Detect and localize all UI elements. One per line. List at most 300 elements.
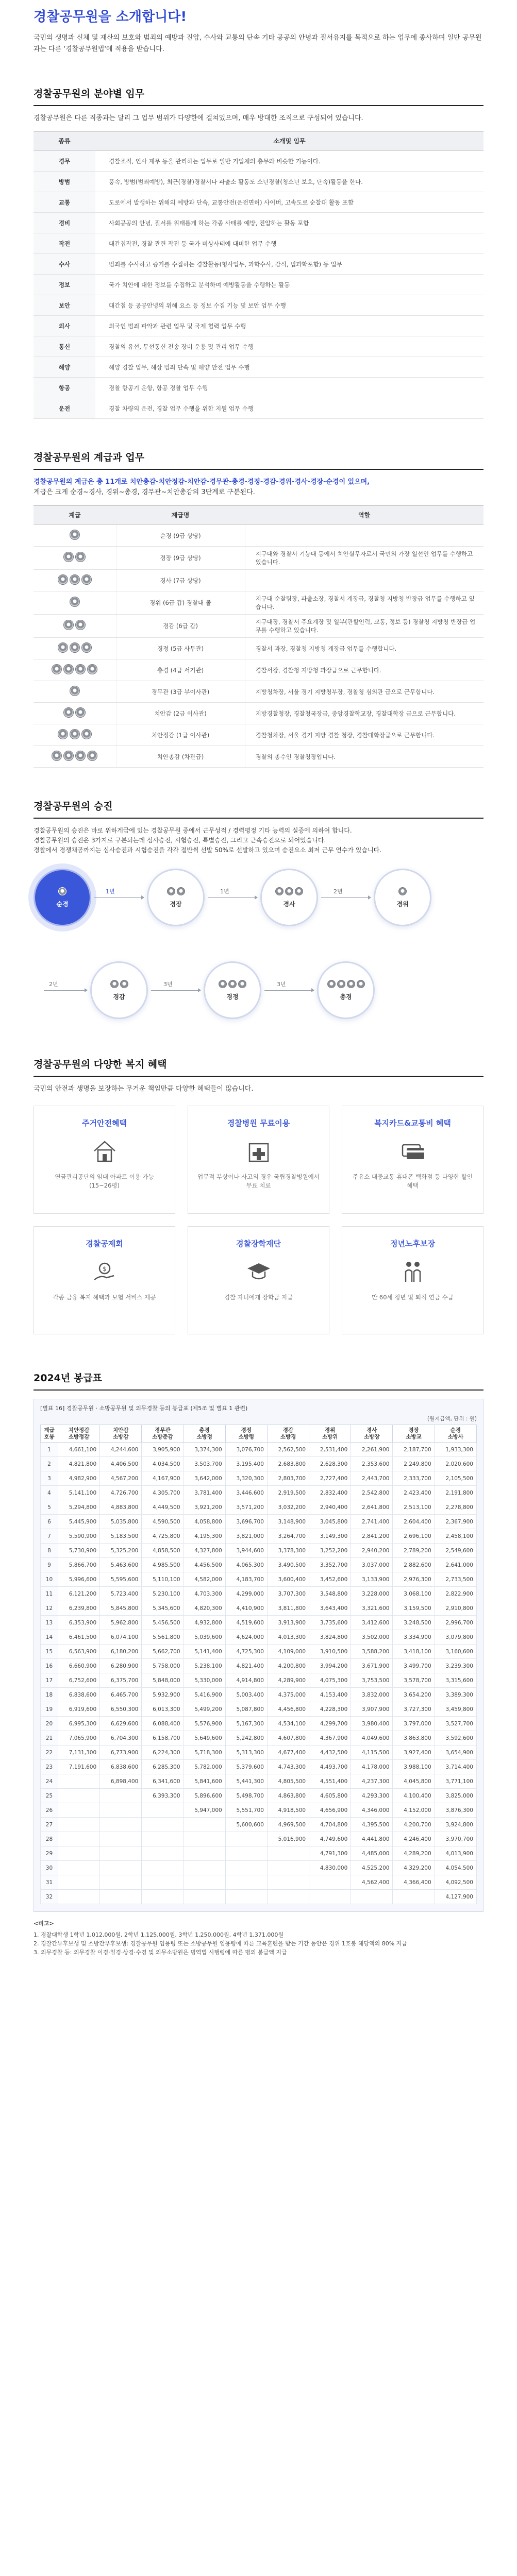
salary-cell: 4,726,700 — [100, 1486, 142, 1500]
rank-row — [34, 615, 483, 638]
salary-cell: 5,445,900 — [58, 1515, 99, 1529]
salary-cell: 3,771,100 — [435, 1774, 476, 1789]
graduation-icon — [197, 1257, 320, 1286]
salary-cell — [58, 1832, 99, 1846]
salary-step: 12 — [41, 1601, 58, 1616]
rank-insignia — [58, 574, 92, 585]
promotion-node — [317, 961, 375, 1019]
salary-cell: 6,773,900 — [100, 1745, 142, 1760]
emblem-icon — [63, 552, 74, 562]
rank-role — [245, 525, 483, 547]
rank-role: 지구대와 경찰서 기능대 등에서 치안실무자로서 국민의 가장 일선인 업무를 수행하고 있습니다. — [245, 547, 483, 570]
salary-cell: 3,228,000 — [351, 1587, 393, 1601]
salary-cell: 2,604,400 — [393, 1515, 435, 1529]
salary-cell: 4,406,500 — [100, 1457, 142, 1471]
rank-insignia-cell — [34, 746, 116, 768]
salary-cell: 6,158,700 — [142, 1731, 184, 1745]
salary-cell: 5,866,700 — [58, 1558, 99, 1572]
salary-cell: 4,863,800 — [267, 1789, 309, 1803]
salary-row — [41, 1731, 477, 1745]
emblem-icon — [70, 530, 80, 540]
salary-cell: 3,642,000 — [184, 1471, 225, 1486]
salary-cell: 1,933,300 — [435, 1443, 476, 1457]
salary-cell: 3,446,600 — [225, 1486, 267, 1500]
salary-row — [41, 1587, 477, 1601]
salary-cell: 5,035,800 — [100, 1515, 142, 1529]
promotion-years: 1년 — [220, 888, 229, 895]
salary-note: 2. 경찰간부후보생 및 소방간부후보생: 경찰공무원 임용령 또는 소방공무원 임용령에 따른 교육훈련을 받는 기간 동안은 경위 1호봉 해당액의 80% 지급 — [34, 1940, 407, 1947]
salary-cell: 4,075,300 — [309, 1673, 351, 1688]
salary-cell: 3,334,900 — [393, 1630, 435, 1645]
salary-cell: 4,115,500 — [351, 1745, 393, 1760]
salary-step: 19 — [41, 1702, 58, 1717]
promotion-lead-1: 경찰공무원의 승진은 바로 위하게급에 있는 경찰공무원 중에서 근무성적 / 경력평정 기타 능력의 실증에 의하여 합니다. — [34, 827, 352, 834]
salary-cell: 3,714,400 — [435, 1760, 476, 1774]
welfare-card-desc: 업무적 부상이나 사고의 경우 국립경찰병원에서 무료 치료 — [197, 1173, 320, 1189]
welfare-card-title: 경찰장학재단 — [236, 1239, 281, 1248]
salary-cell: 5,463,600 — [100, 1558, 142, 1572]
salary-step: 24 — [41, 1774, 58, 1789]
salary-col-header: 총경 소방정 — [184, 1425, 225, 1443]
intro-text: 국민의 생명과 신체 및 재산의 보호와 범죄의 예방과 진압, 수사와 교통의 단속 기타 공공의 안녕과 질서유지를 목적으로 하는 업무에 종사하며 일반 공무원과는 다른 '경찰공무원법'에 적용을 받습니다. — [34, 34, 482, 53]
salary-cell: 3,643,400 — [309, 1601, 351, 1616]
promotion-lead-2: 경찰공무원의 승진은 3가지로 구분되는데 심사승진, 시험승진, 특별승진, 그리고 근속승진으로 되어있습니다. — [34, 837, 326, 844]
rank-insignia — [70, 530, 80, 540]
promotion-node-label: 경정 — [226, 993, 239, 1001]
salary-cell: 5,230,100 — [142, 1587, 184, 1601]
duty-row — [34, 151, 483, 172]
promotion-node — [147, 869, 205, 926]
rank-row — [34, 525, 483, 547]
salary-cell: 3,315,600 — [435, 1673, 476, 1688]
rank-insignia-cell — [34, 659, 116, 681]
rank-name: 치안정감 (1급 이사관) — [116, 724, 245, 746]
salary-cell — [184, 1832, 225, 1846]
salary-cell: 3,548,800 — [309, 1587, 351, 1601]
salary-cell: 4,228,300 — [309, 1702, 351, 1717]
salary-cell: 2,191,800 — [435, 1486, 476, 1500]
rank-insignia — [52, 664, 97, 674]
salary-cell: 4,830,000 — [309, 1861, 351, 1875]
rank-insignia-cell — [34, 591, 116, 615]
welfare-card-title: 주거안전혜택 — [82, 1118, 127, 1128]
salary-cell: 3,321,600 — [351, 1601, 393, 1616]
emblem-icon — [63, 751, 74, 761]
salary-cell: 4,725,300 — [225, 1645, 267, 1659]
salary-cell: 4,289,900 — [267, 1673, 309, 1688]
emblem-icon — [81, 574, 92, 585]
salary-cell: 2,940,200 — [351, 1544, 393, 1558]
duty-type: 운전 — [34, 398, 95, 419]
salary-step: 6 — [41, 1515, 58, 1529]
salary-cell: 3,654,200 — [393, 1688, 435, 1702]
salary-cell: 4,299,000 — [225, 1587, 267, 1601]
salary-cell: 4,805,500 — [267, 1774, 309, 1789]
rank-insignia-cell — [34, 638, 116, 659]
salary-cell: 6,660,900 — [58, 1659, 99, 1673]
salary-cell — [100, 1832, 142, 1846]
duty-type: 작전 — [34, 233, 95, 254]
salary-cell: 4,195,300 — [184, 1529, 225, 1544]
emblem-icon — [75, 664, 86, 674]
salary-cell: 3,910,500 — [309, 1645, 351, 1659]
duty-desc: 경찰조직, 인사 재무 등을 관리하는 업무로 일반 기업체의 총무와 비슷한 기능이다. — [95, 151, 483, 172]
emblem-icon — [167, 887, 175, 895]
salary-step: 7 — [41, 1529, 58, 1544]
salary-cell — [142, 1818, 184, 1832]
duties-table — [34, 131, 483, 419]
house-icon — [43, 1137, 165, 1165]
rank-name: 경장 (9급 상당) — [116, 547, 245, 570]
rank-role: 지방청차장, 서울 경기 지방청부장, 경찰청 심의관 급으로 근무합니다. — [245, 681, 483, 703]
emblem-icon — [63, 620, 74, 630]
salary-cell: 4,534,100 — [267, 1717, 309, 1731]
salary-cell: 5,456,500 — [142, 1616, 184, 1630]
duty-type: 항공 — [34, 378, 95, 398]
salary-cell: 2,443,700 — [351, 1471, 393, 1486]
salary-cell: 5,600,600 — [225, 1818, 267, 1832]
salary-row — [41, 1457, 477, 1471]
salary-cell: 6,341,600 — [142, 1774, 184, 1789]
salary-cell: 4,200,700 — [393, 1818, 435, 1832]
salary-cell: 3,994,200 — [309, 1659, 351, 1673]
salary-cell: 4,305,700 — [142, 1486, 184, 1500]
salary-cell — [100, 1846, 142, 1861]
salary-cell: 2,249,800 — [393, 1457, 435, 1471]
duty-desc: 풍속, 방범(범죄예방), 최근(경찰)경찰서나 파출소 활동도 소년경찰(청소년 보호, 단속)활동을 한다. — [95, 172, 483, 192]
salary-row — [41, 1760, 477, 1774]
salary-cell: 4,456,500 — [184, 1558, 225, 1572]
rank-insignia — [63, 552, 86, 562]
salary-cell: 3,600,400 — [267, 1572, 309, 1587]
rank-role — [245, 570, 483, 591]
emblem-icon — [295, 887, 303, 895]
salary-cell: 4,244,600 — [100, 1443, 142, 1457]
card-icon — [352, 1137, 474, 1165]
salary-cell: 3,944,600 — [225, 1544, 267, 1558]
salary-cell: 6,898,400 — [100, 1774, 142, 1789]
salary-cell: 5,723,400 — [100, 1587, 142, 1601]
salary-step: 9 — [41, 1558, 58, 1572]
salary-cell: 4,327,800 — [184, 1544, 225, 1558]
salary-cell: 4,743,300 — [267, 1760, 309, 1774]
intro-section — [34, 0, 483, 55]
salary-cell: 3,970,700 — [435, 1832, 476, 1846]
salary-cell: 6,013,300 — [142, 1702, 184, 1717]
page-title: 경찰공무원을 소개합니다! — [34, 9, 187, 25]
salary-row — [41, 1818, 477, 1832]
salary-cell: 3,863,800 — [393, 1731, 435, 1745]
salary-cell: 5,325,200 — [100, 1544, 142, 1558]
emblem-icon — [58, 642, 68, 653]
emblem-icon — [275, 887, 283, 895]
salary-cell: 2,919,500 — [267, 1486, 309, 1500]
salary-cell: 2,020,600 — [435, 1457, 476, 1471]
salary-step: 8 — [41, 1544, 58, 1558]
emblem-icon — [337, 980, 345, 988]
salary-cell: 6,121,200 — [58, 1587, 99, 1601]
salary-cell: 3,927,400 — [393, 1745, 435, 1760]
emblem-icon — [87, 664, 97, 674]
salary-cell: 2,531,400 — [309, 1443, 351, 1457]
salary-cell: 6,838,600 — [58, 1688, 99, 1702]
rank-insignia — [58, 642, 92, 653]
rank-insignia — [70, 686, 80, 696]
salary-step: 15 — [41, 1645, 58, 1659]
salary-cell: 6,563,900 — [58, 1645, 99, 1659]
salary-cell: 2,542,800 — [351, 1486, 393, 1500]
salary-step: 27 — [41, 1818, 58, 1832]
salary-cell: 5,313,300 — [225, 1745, 267, 1760]
salary-cell: 2,353,600 — [351, 1457, 393, 1471]
welfare-card — [188, 1226, 329, 1334]
salary-cell: 3,160,600 — [435, 1645, 476, 1659]
promotion-node — [260, 869, 318, 926]
salary-step: 11 — [41, 1587, 58, 1601]
duties-heading: 경찰공무원의 분야별 임무 — [34, 86, 483, 106]
duty-desc: 해양 경찰 업무, 해상 범죄 단속 및 해양 안전 업무 수행 — [95, 357, 483, 378]
salary-cell: 5,996,600 — [58, 1572, 99, 1587]
salary-cell — [225, 1861, 267, 1875]
salary-cell: 3,781,400 — [184, 1486, 225, 1500]
promotion-arrow — [264, 990, 314, 991]
salary-cell: 5,141,100 — [58, 1486, 99, 1500]
salary-unit: (월지급액, 단위 : 원) — [427, 1416, 477, 1422]
salary-cell: 2,641,800 — [351, 1500, 393, 1515]
rank-row — [34, 638, 483, 659]
rank-name: 경위 (6급 갑) 경찰대 졸 — [116, 591, 245, 615]
duty-type: 정보 — [34, 275, 95, 295]
duty-row — [34, 398, 483, 419]
rank-role: 지방경찰청장, 경찰청국장급, 중앙경찰학교장, 경찰대학장 급으로 근무합니다. — [245, 703, 483, 724]
salary-cell: 4,791,300 — [309, 1846, 351, 1861]
salary-cell: 5,330,000 — [184, 1673, 225, 1688]
salary-cell: 5,551,700 — [225, 1803, 267, 1818]
salary-table — [40, 1425, 477, 1904]
salary-step: 26 — [41, 1803, 58, 1818]
duty-desc: 범죄를 수사하고 증거를 수집하는 경찰활동(형사업무, 과학수사, 감식, 법과학포함) 등 업무 — [95, 254, 483, 275]
salary-cell: 3,876,300 — [435, 1803, 476, 1818]
salary-cell: 6,838,600 — [100, 1760, 142, 1774]
salary-cell: 3,980,400 — [351, 1717, 393, 1731]
salary-row — [41, 1846, 477, 1861]
promotion-lead — [34, 826, 483, 855]
emblem-icon — [81, 642, 92, 653]
salary-step: 31 — [41, 1875, 58, 1890]
rank-name: 경감 (6급 갑) — [116, 615, 245, 638]
rank-insignia — [327, 980, 365, 988]
salary-cell — [225, 1890, 267, 1904]
salary-row — [41, 1544, 477, 1558]
salary-cell: 4,985,500 — [142, 1558, 184, 1572]
salary-cell: 4,519,600 — [225, 1616, 267, 1630]
salary-cell: 2,976,300 — [393, 1572, 435, 1587]
promotion-arrow — [208, 897, 257, 898]
salary-cell — [351, 1890, 393, 1904]
salary-cell: 6,375,700 — [100, 1673, 142, 1688]
promotion-node — [204, 961, 261, 1019]
salary-cell: 5,662,700 — [142, 1645, 184, 1659]
salary-cell: 2,562,500 — [267, 1443, 309, 1457]
promotion-node-label: 경사 — [283, 900, 295, 908]
rank-insignia — [110, 980, 128, 988]
salary-cell: 6,088,400 — [142, 1717, 184, 1731]
salary-cell: 2,741,400 — [351, 1515, 393, 1529]
salary-cell: 4,092,500 — [435, 1875, 476, 1890]
salary-cell: 6,995,300 — [58, 1717, 99, 1731]
salary-step: 14 — [41, 1630, 58, 1645]
salary-cell — [184, 1818, 225, 1832]
salary-cell: 5,003,400 — [225, 1688, 267, 1702]
promotion-node — [374, 869, 431, 926]
salary-row — [41, 1558, 477, 1572]
salary-cell — [100, 1803, 142, 1818]
promotion-arrow — [151, 990, 201, 991]
salary-cell: 3,832,000 — [351, 1688, 393, 1702]
salary-cell: 3,239,300 — [435, 1659, 476, 1673]
emblem-icon — [81, 729, 92, 739]
salary-cell: 2,803,700 — [267, 1471, 309, 1486]
welfare-card-desc: 연금관리공단의 임대 아파트 이용 가능 (15~26평) — [55, 1173, 154, 1189]
salary-row — [41, 1659, 477, 1673]
salary-cell: 4,013,900 — [435, 1846, 476, 1861]
promotion-lead-3: 경찰에서 경쟁채공까지는 심사승진과 시험승진을 각각 절반씩 선발 50%로 선발하고 있으며 승진요소 최저 근무 연수가 있습니다. — [34, 846, 382, 854]
welfare-card-title: 정년노후보장 — [390, 1239, 435, 1248]
salary-cell: 4,932,800 — [184, 1616, 225, 1630]
salary-col-header: 경장 소방교 — [393, 1425, 435, 1443]
salary-step: 23 — [41, 1760, 58, 1774]
salary-row — [41, 1702, 477, 1717]
salary-cell: 4,656,900 — [309, 1803, 351, 1818]
duty-desc: 외국인 범죄 파악과 관련 업무 및 국제 협력 업무 수행 — [95, 316, 483, 336]
rank-insignia-cell — [34, 570, 116, 591]
duty-row — [34, 378, 483, 398]
salary-panel — [34, 1399, 483, 1912]
promotion-arrow — [44, 990, 87, 991]
emblem-icon — [52, 751, 62, 761]
salary-cell — [142, 1803, 184, 1818]
promotion-node-label: 순경 — [56, 900, 69, 908]
promotion-node-label: 경위 — [396, 900, 409, 908]
salary-row — [41, 1673, 477, 1688]
salary-cell: 3,913,900 — [267, 1616, 309, 1630]
salary-cell: 6,550,300 — [100, 1702, 142, 1717]
salary-note: 1. 경찰대학생 1학년 1,012,000원, 2학년 1,125,000원, 3학년 1,250,000원, 4학년 1,371,000원 — [34, 1931, 284, 1938]
promotion-years: 1년 — [106, 888, 115, 895]
salary-cell: 2,458,100 — [435, 1529, 476, 1544]
welfare-heading: 경찰공무원의 다양한 복지 혜택 — [34, 1057, 483, 1077]
salary-note: 3. 의무경찰 등: 의무경찰 이경·일경·상경·수경 및 의무소방원은 병역법 시행령에 따른 병의 봉급액 지급 — [34, 1949, 287, 1956]
salary-cell: 3,374,300 — [184, 1443, 225, 1457]
promotion-years: 3년 — [277, 981, 286, 988]
salary-cell: 3,032,200 — [267, 1500, 309, 1515]
duty-desc: 도로에서 발생하는 위해의 예방과 단속, 교통안전(운전면허) 사이버, 고속도로 순찰대 활동 포함 — [95, 192, 483, 213]
rank-insignia — [70, 597, 80, 607]
salary-row — [41, 1688, 477, 1702]
salary-cell: 4,054,500 — [435, 1861, 476, 1875]
salary-cell: 4,109,000 — [267, 1645, 309, 1659]
salary-row — [41, 1890, 477, 1904]
rank-insignia — [63, 707, 86, 718]
svg-text:$: $ — [102, 1265, 107, 1273]
duty-desc: 경찰 차량의 운전, 경찰 업무 수행을 위한 지원 업무 수행 — [95, 398, 483, 419]
salary-cell: 2,683,800 — [267, 1457, 309, 1471]
salary-cell: 3,988,100 — [393, 1760, 435, 1774]
salary-cell — [100, 1818, 142, 1832]
ranks-col-role: 역할 — [245, 505, 483, 525]
welfare-cards — [34, 1106, 483, 1334]
duty-desc: 대간첩작전, 경찰 관련 작전 등 국가 비상사태에 대비한 업무 수행 — [95, 233, 483, 254]
salary-row — [41, 1572, 477, 1587]
salary-cell — [100, 1789, 142, 1803]
ranks-col-name: 계급명 — [116, 505, 245, 525]
promotion-node-label: 경감 — [113, 993, 125, 1001]
salary-cell — [225, 1875, 267, 1890]
emblem-icon — [228, 980, 237, 988]
salary-cell: 4,456,800 — [267, 1702, 309, 1717]
salary-cell: 5,498,700 — [225, 1789, 267, 1803]
duties-col-type: 종류 — [34, 131, 95, 151]
salary-cell: 4,582,000 — [184, 1572, 225, 1587]
emblem-icon — [347, 980, 355, 988]
salary-step: 1 — [41, 1443, 58, 1457]
salary-cell: 3,588,200 — [351, 1645, 393, 1659]
salary-cell: 3,654,900 — [435, 1745, 476, 1760]
salary-cell: 5,441,300 — [225, 1774, 267, 1789]
duty-row — [34, 192, 483, 213]
welfare-card-title: 경찰공제회 — [86, 1239, 123, 1248]
promotion-arrow — [321, 897, 371, 898]
rank-row — [34, 681, 483, 703]
salary-cell: 2,832,400 — [309, 1486, 351, 1500]
salary-cell: 2,423,400 — [393, 1486, 435, 1500]
duty-type: 경비 — [34, 213, 95, 233]
salary-cell: 4,551,400 — [309, 1774, 351, 1789]
salary-cell: 5,416,900 — [184, 1688, 225, 1702]
salary-cell: 7,065,900 — [58, 1731, 99, 1745]
salary-row — [41, 1630, 477, 1645]
welfare-card-title: 복지카드&교통비 혜택 — [374, 1118, 451, 1128]
salary-row — [41, 1616, 477, 1630]
salary-step: 29 — [41, 1846, 58, 1861]
salary-row — [41, 1774, 477, 1789]
duty-type: 통신 — [34, 336, 95, 357]
salary-step: 32 — [41, 1890, 58, 1904]
salary-cell — [58, 1803, 99, 1818]
rank-insignia — [219, 980, 246, 988]
salary-cell: 5,238,100 — [184, 1659, 225, 1673]
salary-cell — [184, 1861, 225, 1875]
salary-cell: 5,896,600 — [184, 1789, 225, 1803]
salary-cell: 7,191,600 — [58, 1760, 99, 1774]
salary-col-header: 경위 소방위 — [309, 1425, 351, 1443]
salary-cell: 4,605,800 — [309, 1789, 351, 1803]
emblem-icon — [70, 642, 80, 653]
duty-desc: 사회공공의 안녕, 질서를 위태롭게 하는 각종 사태를 예방, 진압하는 활동 포함 — [95, 213, 483, 233]
duties-section — [34, 86, 483, 419]
salary-cell: 4,375,000 — [267, 1688, 309, 1702]
salary-cell: 2,261,900 — [351, 1443, 393, 1457]
duty-row — [34, 233, 483, 254]
salary-cell: 5,841,600 — [184, 1774, 225, 1789]
emblem-icon — [285, 887, 293, 895]
rank-role: 경찰서장, 경찰청 지방청 과장급으로 근무합니다. — [245, 659, 483, 681]
rank-name: 경사 (7급 상당) — [116, 570, 245, 591]
salary-cell: 4,183,700 — [225, 1572, 267, 1587]
salary-note-top: [별표 16] 경찰공무원 · 소방공무원 및 의무경찰 등의 봉급표 (제5조 및 별표 1 관련) — [40, 1405, 248, 1412]
duty-desc: 경찰 항공기 운항, 항공 경찰 업무 수행 — [95, 378, 483, 398]
ranks-col-ins: 계급 — [34, 505, 116, 525]
